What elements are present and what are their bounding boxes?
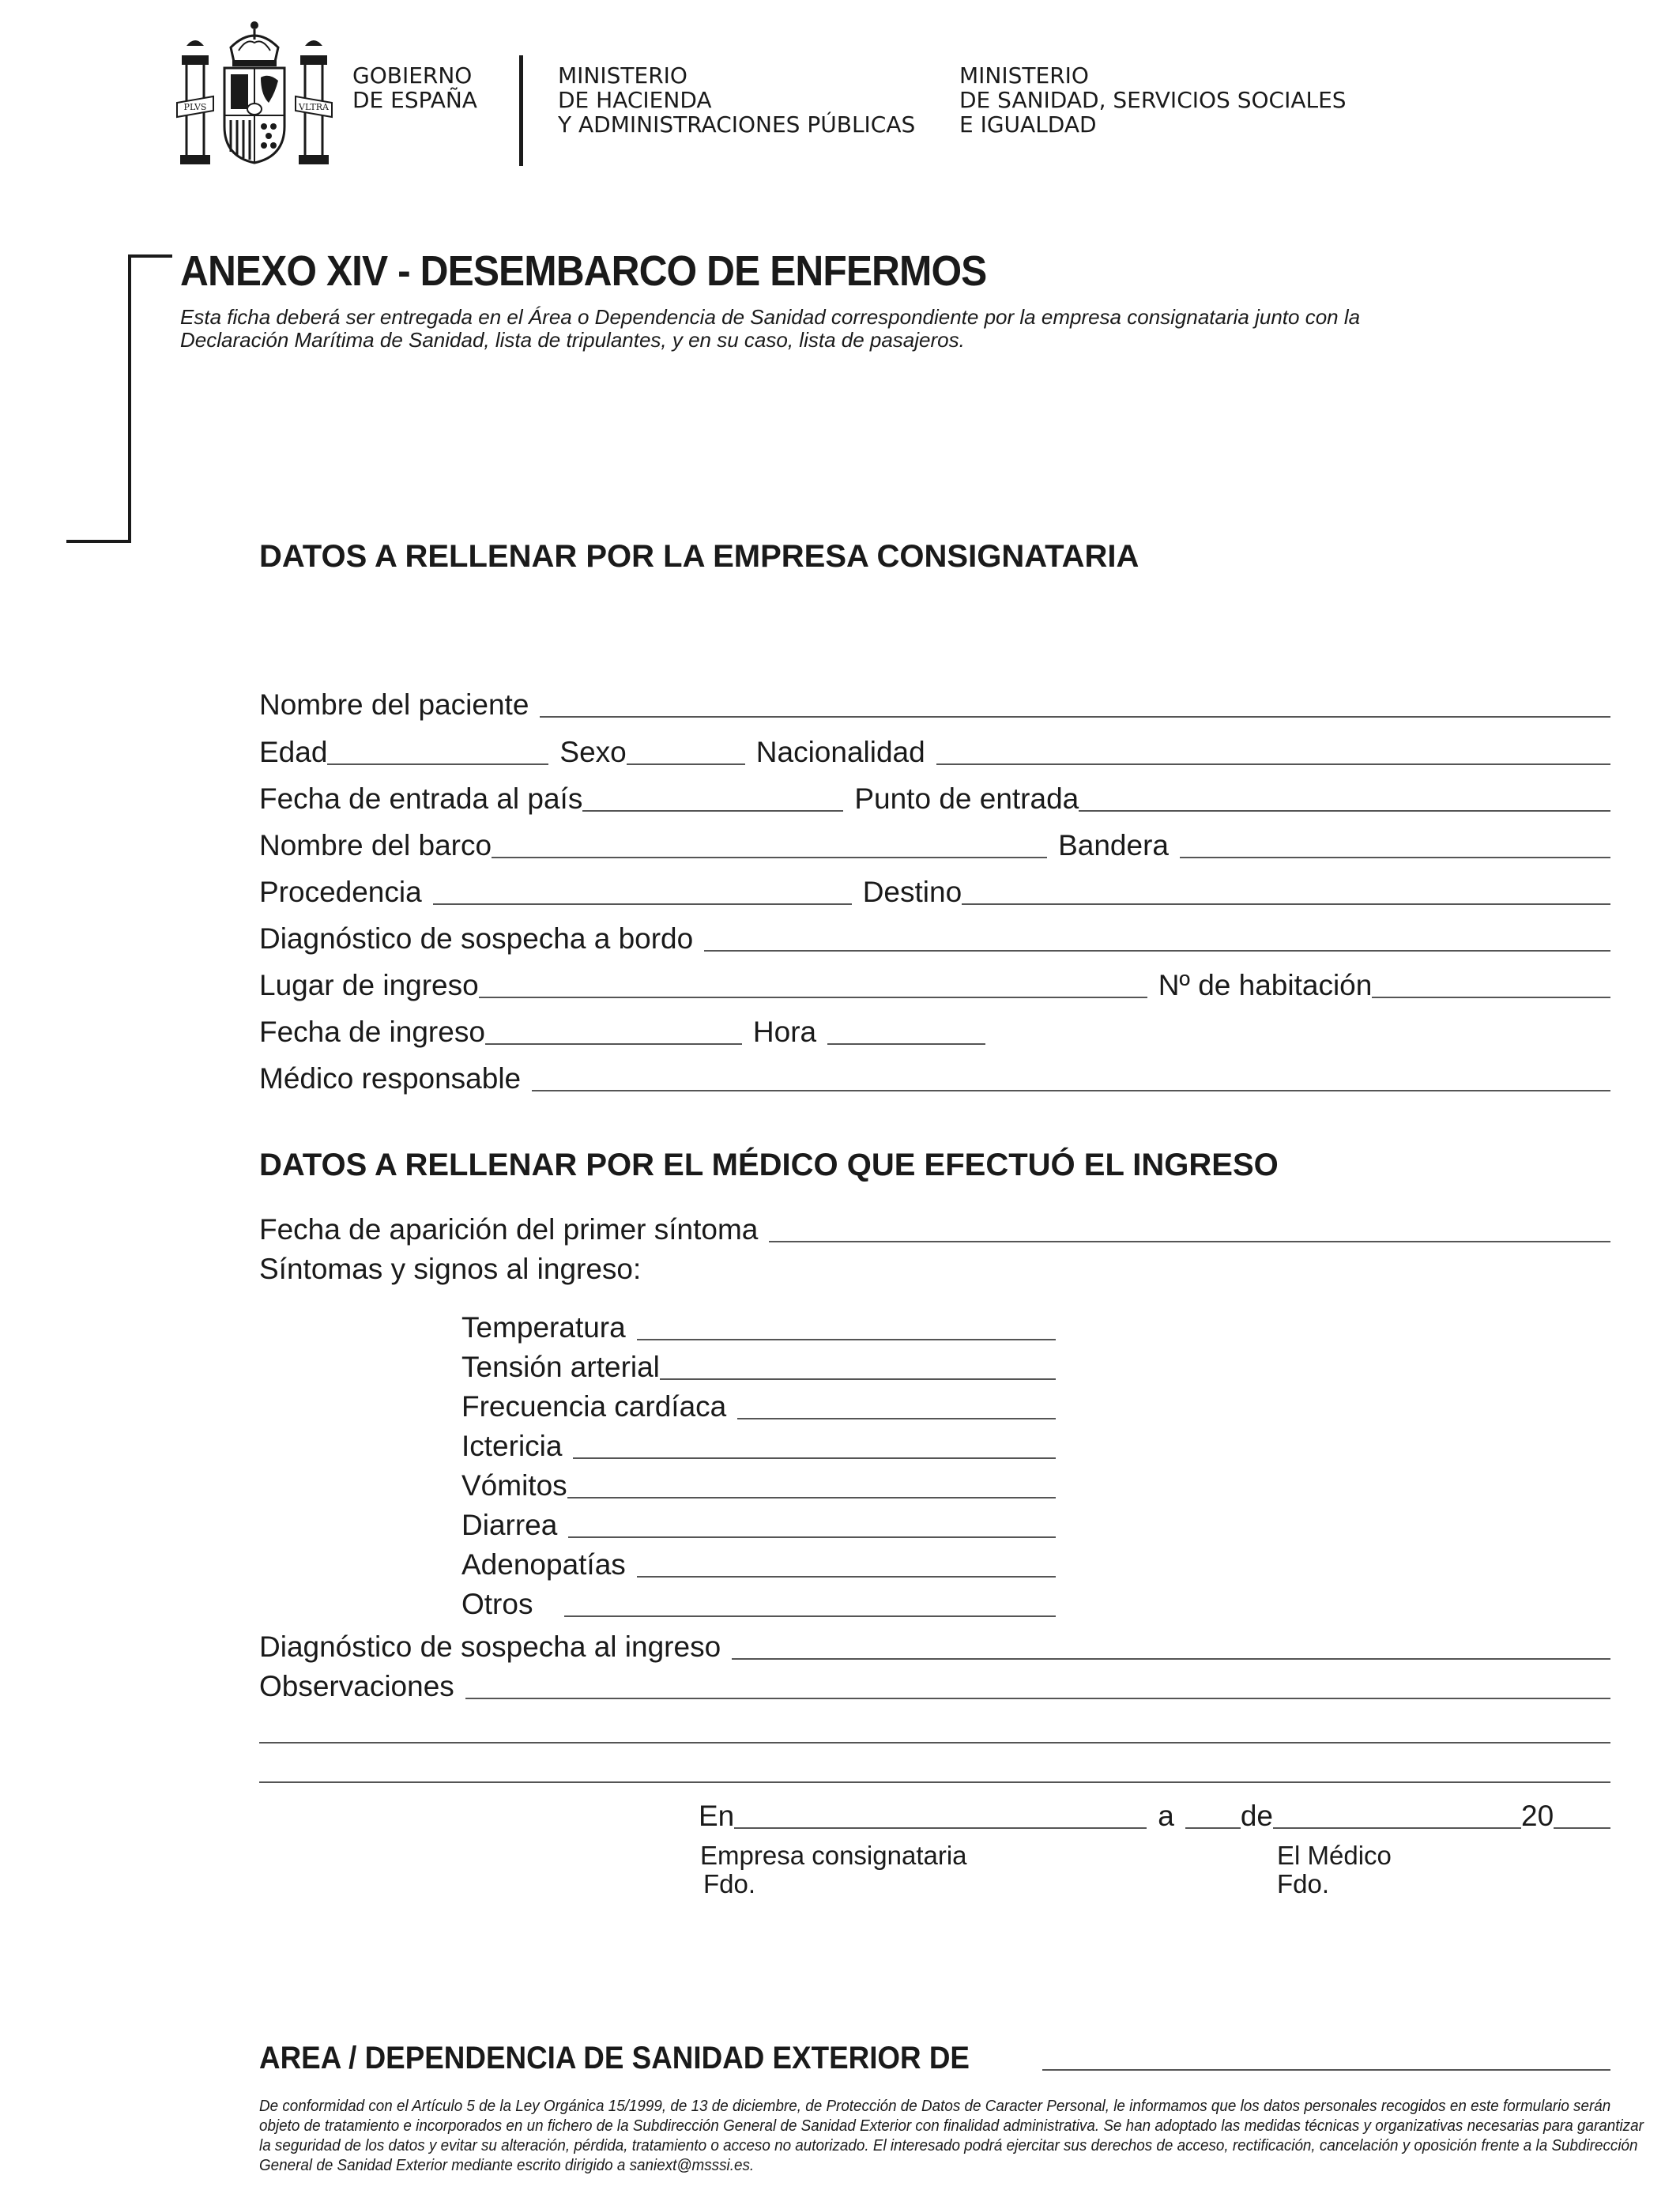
- row-procedencia-destino: [259, 870, 1610, 910]
- field-ictericia[interactable]: [573, 1457, 1056, 1459]
- row-diagnostico-bordo: [259, 917, 1610, 956]
- org-ministry-sanidad: [959, 63, 1347, 137]
- label-lugar-ingreso: Lugar de ingreso: [259, 969, 479, 1001]
- label-otros: Otros: [461, 1588, 533, 1620]
- org-ministry2-line1: MINISTERIO: [959, 62, 1089, 89]
- label-tension: Tensión arterial: [461, 1351, 660, 1383]
- field-bandera[interactable]: [1180, 857, 1610, 858]
- label-procedencia: Procedencia: [259, 876, 422, 908]
- field-punto-entrada[interactable]: [1079, 810, 1610, 812]
- row-diagnostico-ingreso: [259, 1625, 1610, 1664]
- field-dia[interactable]: [1185, 1827, 1241, 1829]
- row-vomitos: [461, 1464, 1056, 1503]
- label-medico-responsable: Médico responsable: [259, 1062, 522, 1095]
- intro-line-2: Declaración Marítima de Sanidad, lista de tripulantes, y en su caso, lista de pasajeros.: [180, 328, 965, 352]
- label-temperatura: Temperatura: [461, 1311, 626, 1344]
- row-temperatura: [461, 1306, 1056, 1345]
- title-bracket-bottom: [66, 540, 131, 543]
- title-bracket-top: [128, 254, 172, 258]
- page-title: ANEXO XIV - DESEMBARCO DE ENFERMOS: [180, 247, 987, 295]
- label-fecha-entrada: Fecha de entrada al país: [259, 782, 583, 815]
- label-frecuencia: Frecuencia cardíaca: [461, 1390, 727, 1423]
- row-nombre-paciente: [259, 683, 1610, 722]
- label-bandera: Bandera: [1058, 829, 1169, 861]
- row-diarrea: [461, 1503, 1056, 1543]
- field-observaciones[interactable]: [465, 1698, 1610, 1699]
- label-nacionalidad: Nacionalidad: [755, 736, 925, 768]
- row-lugar-fecha: [699, 1794, 1610, 1834]
- legal-line-3: la seguridad de los datos y evitar su alteración, pérdida, tratamiento o acceso no autorizado. El interesado podrá ejercitar sus derechos de acceso, rectificación, cancelación y oposición frente a la Subdirección: [259, 2136, 1638, 2154]
- legal-line-4: General de Sanidad Exterior mediante escrito dirigido a saniext@msssi.es.: [259, 2156, 755, 2174]
- signature-medico-label: El Médico: [1277, 1841, 1392, 1870]
- field-otros[interactable]: [564, 1615, 1056, 1617]
- field-nombre-barco[interactable]: [492, 857, 1047, 858]
- field-sexo[interactable]: [627, 763, 745, 765]
- label-fecha-ingreso: Fecha de ingreso: [259, 1016, 485, 1048]
- label-nombre-paciente: Nombre del paciente: [259, 688, 529, 721]
- field-diarrea[interactable]: [568, 1536, 1056, 1538]
- label-ictericia: Ictericia: [461, 1430, 563, 1462]
- crest-motto-left: PLVS: [183, 102, 207, 112]
- org-gobierno: [352, 63, 477, 112]
- org-ministry-hacienda: [558, 63, 915, 137]
- intro-line-1: Esta ficha deberá ser entregada en el Área o Dependencia de Sanidad correspondiente por la empresa consignataria junto con la: [180, 305, 1361, 329]
- field-medico-responsable[interactable]: [532, 1090, 1610, 1091]
- field-tension[interactable]: [660, 1378, 1056, 1380]
- label-area-dependencia: AREA / DEPENDENCIA DE SANIDAD EXTERIOR DE: [259, 2041, 970, 2075]
- row-fecha-hora-ingreso: [259, 1010, 1610, 1050]
- label-en: En: [699, 1800, 735, 1832]
- label-observaciones: Observaciones: [259, 1670, 454, 1702]
- field-diagnostico-bordo[interactable]: [704, 950, 1610, 952]
- row-observaciones: [259, 1664, 1610, 1704]
- field-fecha-entrada[interactable]: [582, 810, 843, 812]
- row-lugar-habitacion: [259, 963, 1610, 1003]
- field-area-dependencia[interactable]: [1042, 2069, 1610, 2071]
- field-diagnostico-ingreso[interactable]: [732, 1658, 1610, 1660]
- row-otros: [461, 1582, 1056, 1622]
- label-diagnostico-bordo: Diagnóstico de sospecha a bordo: [259, 922, 694, 955]
- legal-line-1: De conformidad con el Artículo 5 de la Ley Orgánica 15/1999, de 13 de diciembre, de Protección de Datos de Caracter Personal, le informamos que los datos personales recogidos en este formulario serán: [259, 2097, 1611, 2115]
- signature-empresa-label: Empresa consignataria: [700, 1841, 967, 1870]
- field-nacionalidad[interactable]: [936, 763, 1610, 765]
- label-vomitos: Vómitos: [461, 1469, 567, 1502]
- org-ministry1-line2: DE HACIENDA: [558, 87, 712, 113]
- field-lugar-ingreso[interactable]: [479, 997, 1147, 998]
- signature-empresa-fdo: Fdo.: [703, 1869, 756, 1898]
- field-lugar[interactable]: [734, 1827, 1147, 1829]
- row-frecuencia: [461, 1385, 1056, 1424]
- label-adenopatias: Adenopatías: [461, 1548, 626, 1581]
- row-ictericia: [461, 1424, 1056, 1464]
- field-vomitos[interactable]: [567, 1497, 1056, 1498]
- field-mes[interactable]: [1273, 1827, 1521, 1829]
- field-destino[interactable]: [962, 903, 1610, 905]
- org-gobierno-line1: GOBIERNO: [352, 62, 473, 89]
- field-procedencia[interactable]: [433, 903, 852, 905]
- field-nombre-paciente[interactable]: [540, 716, 1610, 718]
- row-medico-responsable: [259, 1057, 1610, 1096]
- field-hora[interactable]: [827, 1043, 985, 1045]
- legal-line-2: objeto de tratamiento e incorporados en un fichero de la Subdirección General de Sanidad Exterior con finalidad administrativa. Se han adoptado las medidas técnicas y organizativas necesarias para garantizar: [259, 2117, 1644, 2135]
- label-year-prefix: 20: [1521, 1800, 1554, 1832]
- crest-motto-right: VLTRA: [299, 102, 329, 112]
- signature-medico-fdo: Fdo.: [1277, 1869, 1330, 1898]
- field-adenopatias[interactable]: [637, 1576, 1056, 1578]
- coat-of-arms-logo: [175, 16, 333, 170]
- label-diarrea: Diarrea: [461, 1509, 558, 1541]
- field-habitacion[interactable]: [1372, 997, 1610, 998]
- label-diagnostico-ingreso: Diagnóstico de sospecha al ingreso: [259, 1630, 721, 1663]
- field-edad[interactable]: [327, 763, 548, 765]
- org-ministry1-line1: MINISTERIO: [558, 62, 687, 89]
- section1-heading: DATOS A RELLENAR POR LA EMPRESA CONSIGNATARIA: [259, 539, 1139, 574]
- label-sintomas: Síntomas y signos al ingreso:: [259, 1253, 642, 1285]
- field-observaciones-line-3[interactable]: [259, 1781, 1610, 1783]
- field-fecha-ingreso[interactable]: [485, 1043, 742, 1045]
- legal-notice: [259, 2096, 1644, 2175]
- label-fecha-sintoma: Fecha de aparición del primer síntoma: [259, 1213, 759, 1246]
- field-fecha-sintoma[interactable]: [769, 1241, 1610, 1242]
- label-hora: Hora: [752, 1016, 817, 1048]
- field-frecuencia[interactable]: [737, 1418, 1056, 1419]
- field-year[interactable]: [1554, 1827, 1610, 1829]
- label-edad: Edad: [259, 736, 328, 768]
- row-tension: [461, 1345, 1056, 1385]
- label-destino: Destino: [862, 876, 962, 908]
- row-sintomas-heading: [259, 1247, 891, 1287]
- org-divider: [519, 55, 523, 166]
- label-punto-entrada: Punto de entrada: [854, 782, 1079, 815]
- row-barco-bandera: [259, 824, 1610, 863]
- label-sexo: Sexo: [559, 736, 627, 768]
- row-fecha-sintoma: [259, 1208, 1610, 1247]
- section2-heading: DATOS A RELLENAR POR EL MÉDICO QUE EFECTUÓ EL INGRESO: [259, 1148, 1279, 1182]
- label-de: de: [1240, 1800, 1273, 1832]
- field-observaciones-line-2[interactable]: [259, 1742, 1610, 1744]
- row-adenopatias: [461, 1543, 1056, 1582]
- row-fecha-punto-entrada: [259, 777, 1610, 816]
- label-habitacion: Nº de habitación: [1158, 969, 1373, 1001]
- label-a: a: [1158, 1800, 1174, 1832]
- row-area-dependencia: [259, 2036, 1610, 2075]
- org-ministry2-line3: E IGUALDAD: [959, 111, 1097, 138]
- org-ministry1-line3: Y ADMINISTRACIONES PÚBLICAS: [558, 111, 916, 138]
- org-ministry2-line2: DE SANIDAD, SERVICIOS SOCIALES: [959, 87, 1347, 113]
- row-edad-sexo-nacionalidad: [259, 730, 1610, 770]
- title-bracket-vertical: [128, 254, 131, 543]
- field-temperatura[interactable]: [637, 1339, 1056, 1340]
- label-nombre-barco: Nombre del barco: [259, 829, 492, 861]
- org-gobierno-line2: DE ESPAÑA: [352, 87, 477, 113]
